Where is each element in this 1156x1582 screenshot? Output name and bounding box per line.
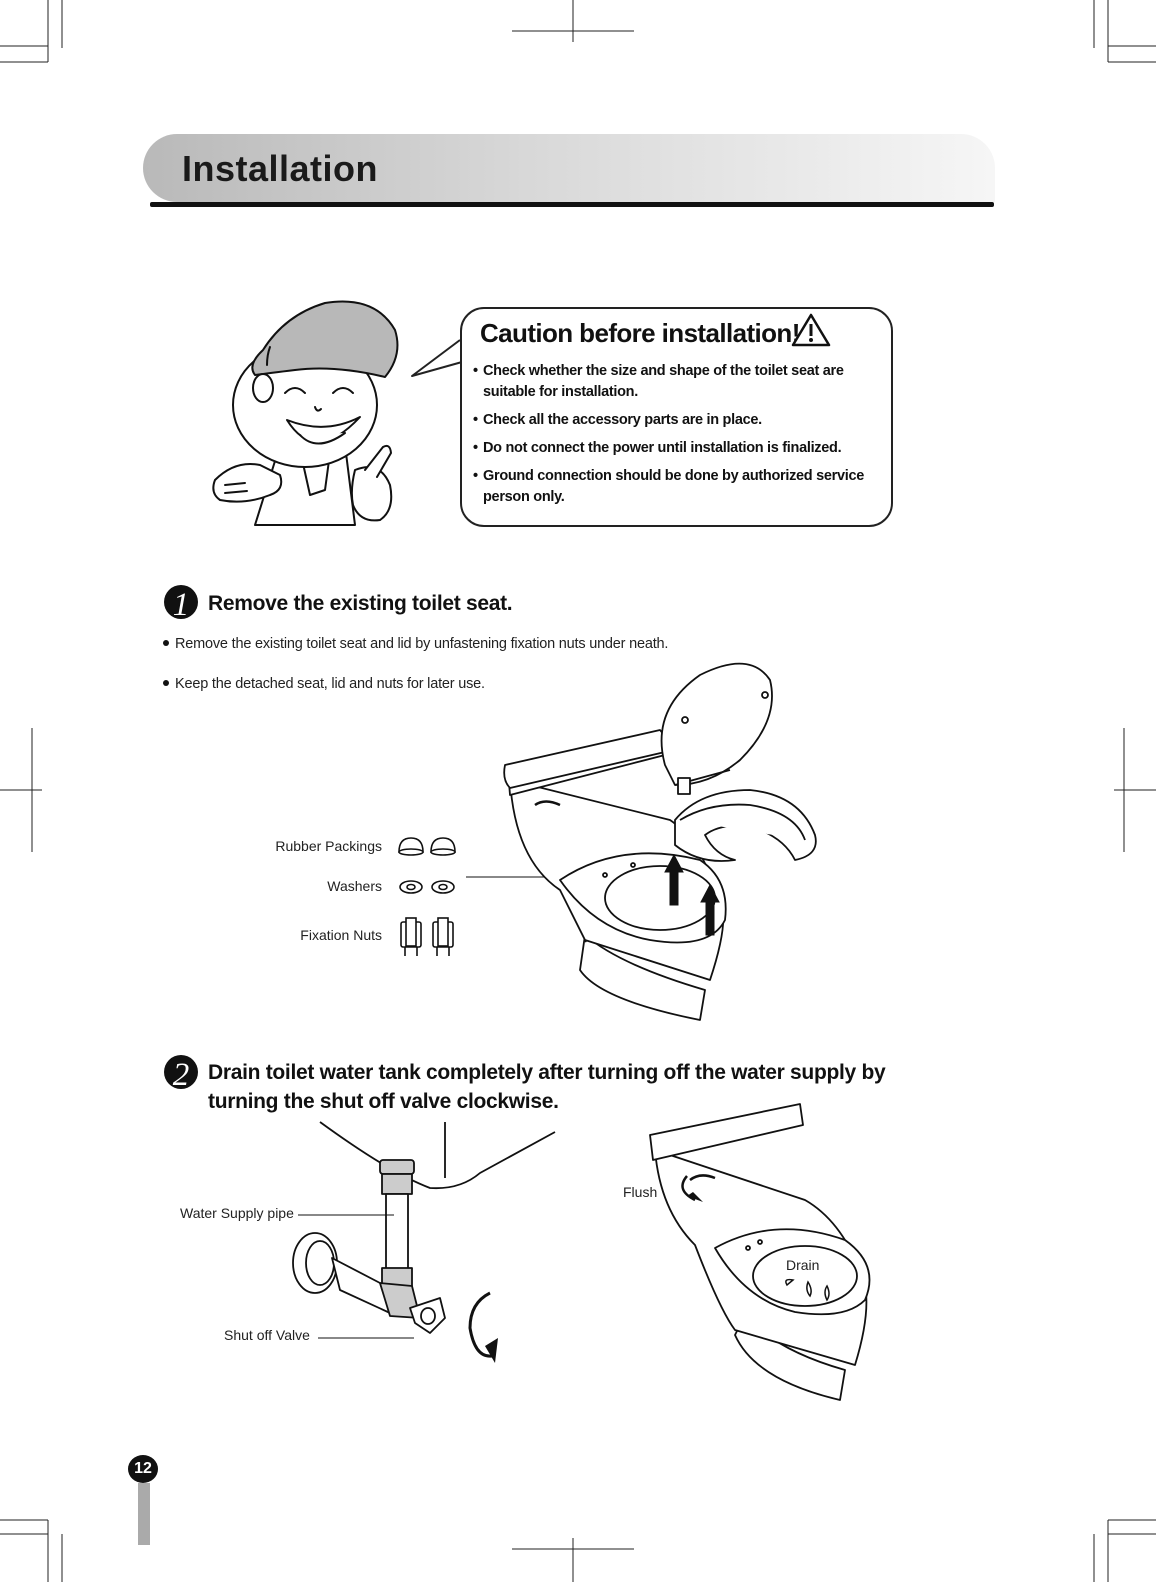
accessory-parts-illustration bbox=[395, 832, 475, 962]
step-1-bullet-text: Keep the detached seat, lid and nuts for later use. bbox=[175, 676, 485, 692]
caution-item: • Check all the accessory parts are in place. bbox=[473, 410, 883, 431]
caution-item: • Check whether the size and shape of the toilet seat are suitable for installation. bbox=[473, 361, 883, 403]
caution-item: • Ground connection should be done by authorized service person only. bbox=[473, 466, 883, 508]
shut-off-valve-leader bbox=[318, 1337, 418, 1341]
step-1-bullet bbox=[163, 676, 485, 692]
warning-icon bbox=[792, 313, 832, 347]
step-1-bullet-text: Remove the existing toilet seat and lid by unfastening fixation nuts under neath. bbox=[175, 636, 669, 652]
step-2-number-badge bbox=[163, 1054, 199, 1093]
page-number: 12 bbox=[128, 1455, 158, 1483]
bullet-dot-icon bbox=[163, 640, 169, 646]
toilet-seat-removal-illustration bbox=[500, 660, 830, 1030]
shut-off-valve-label: Shut off Valve bbox=[224, 1327, 310, 1343]
step-1-bullet bbox=[163, 636, 668, 652]
page-title: Installation bbox=[182, 148, 379, 189]
caution-title: Caution before installation! bbox=[480, 318, 800, 348]
fixation-nuts-label: Fixation Nuts bbox=[300, 927, 382, 943]
drain-label: Drain bbox=[786, 1257, 820, 1273]
caution-list bbox=[473, 361, 883, 515]
rubber-packings-label: Rubber Packings bbox=[275, 838, 382, 854]
step-1-number: 1 bbox=[172, 587, 190, 623]
page-tab-strip bbox=[138, 1483, 150, 1545]
water-supply-pipe-label: Water Supply pipe bbox=[180, 1205, 294, 1221]
bullet-dot-icon bbox=[163, 680, 169, 686]
step-2-title-line2: turning the shut off valve clockwise. bbox=[208, 1090, 559, 1113]
washers-label: Washers bbox=[327, 878, 382, 894]
step-2-title-line1: Drain toilet water tank completely after turning off the water supply by bbox=[208, 1061, 886, 1084]
step-2-number: 2 bbox=[172, 1057, 190, 1093]
technician-mascot-illustration bbox=[205, 295, 465, 535]
step-1-title: Remove the existing toilet seat. bbox=[208, 592, 513, 615]
toilet-flush-drain-illustration bbox=[645, 1100, 885, 1410]
caution-item: • Do not connect the power until installation is finalized. bbox=[473, 438, 883, 459]
step-1-number-badge bbox=[163, 584, 199, 623]
header-rule bbox=[150, 202, 994, 207]
water-supply-pipe-leader bbox=[298, 1214, 398, 1218]
flush-label: Flush bbox=[623, 1184, 658, 1200]
